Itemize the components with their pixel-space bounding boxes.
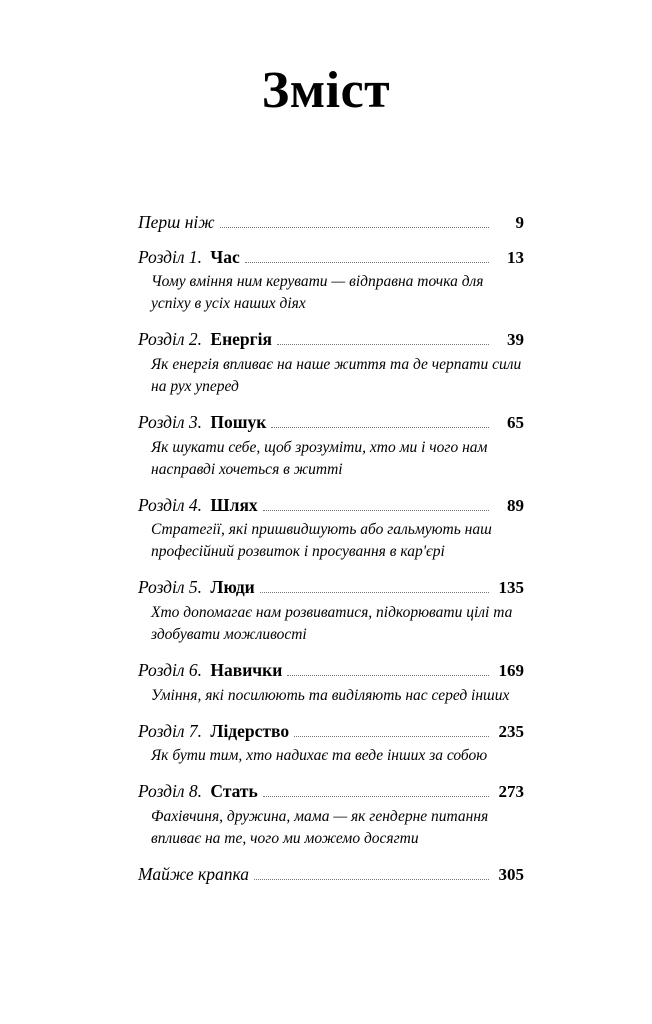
dot-leader: [263, 796, 489, 797]
toc-entry-label: [138, 246, 240, 270]
toc-entry-label: [138, 780, 258, 804]
toc-entry-label: [138, 720, 289, 744]
toc-entry-label: [138, 411, 266, 435]
toc-entry-page: 235: [498, 721, 524, 741]
toc-entry-line: [138, 780, 524, 804]
toc-entry-line: [138, 863, 524, 887]
toc-entry-description: Як енергія впливає на наше життя та де черпати сили на рух уперед: [151, 356, 522, 396]
toc-entry-chapter: Майже крапка: [138, 863, 249, 884]
dot-leader: [220, 227, 489, 228]
toc-entry-description: Стратегії, які пришвидшують або гальмують наш професійний розвиток і просування в кар'єрі: [151, 521, 492, 561]
toc-entry-name: Час: [210, 246, 240, 267]
toc-entry-line: [138, 211, 524, 235]
toc-entry-label: [138, 863, 249, 887]
toc-entry-name: Стать: [210, 781, 258, 802]
toc-entry[interactable]: [138, 411, 524, 481]
toc-entry-line: [138, 494, 524, 518]
toc-entry-page: 65: [507, 413, 524, 433]
toc-entry[interactable]: [138, 576, 524, 646]
toc-entry-description: Чому вміння ним керувати — відправна точка для успіху в усіх наших діях: [151, 273, 484, 313]
toc-entry-page: 273: [498, 782, 524, 802]
toc-entry-chapter: Перш ніж: [138, 212, 215, 233]
toc-entry-name: Пошук: [210, 412, 267, 433]
toc-entry-description: Фахівчиня, дружина, мама — як гендерне питання впливає на те, чого ми можемо досягти: [151, 807, 489, 847]
dot-leader: [271, 427, 489, 428]
toc-entry-chapter: Розділ 3.: [138, 412, 203, 433]
dot-leader: [294, 736, 489, 737]
toc-entry[interactable]: [138, 211, 524, 235]
dot-leader: [263, 510, 489, 511]
toc-entry-chapter: Розділ 2.: [138, 329, 203, 350]
toc-entry-description: Як бути тим, хто надихає та веде інших за собою: [151, 747, 488, 765]
toc-entry-line: [138, 411, 524, 435]
toc-entry-name: Люди: [210, 577, 255, 598]
toc-entry-name: Лідерство: [210, 720, 290, 741]
toc-entry-line: [138, 659, 524, 683]
toc-entry-page: 89: [507, 495, 524, 515]
toc-entry-label: [138, 328, 272, 352]
toc-entry-description: Уміння, які посилюють та виділяють нас серед інших: [151, 686, 510, 704]
toc-entry-page: 13: [507, 247, 524, 267]
toc-entry[interactable]: [138, 494, 524, 564]
toc-entry-chapter: Розділ 8.: [138, 781, 203, 802]
toc-entry-label: [138, 576, 255, 600]
toc-entry-name: Шлях: [210, 494, 258, 515]
toc-entry-page: 169: [498, 660, 524, 680]
dot-leader: [245, 262, 489, 263]
toc-entry-chapter: Розділ 5.: [138, 577, 203, 598]
toc-entry-page: 39: [507, 330, 524, 350]
toc-entry-line: [138, 246, 524, 270]
toc-entry-label: [138, 494, 258, 518]
toc-entry-name: Енергія: [210, 329, 272, 350]
toc-entry-page: 9: [515, 213, 524, 233]
toc-entry-label: [138, 211, 215, 235]
toc-entry-page: 135: [498, 578, 524, 598]
dot-leader: [287, 675, 489, 676]
toc-entry-chapter: Розділ 4.: [138, 494, 203, 515]
toc-list: [0, 211, 652, 886]
dot-leader: [254, 879, 489, 880]
dot-leader: [260, 592, 489, 593]
toc-entry-line: [138, 720, 524, 744]
toc-entry[interactable]: [138, 720, 524, 768]
toc-entry[interactable]: [138, 863, 524, 887]
dot-leader: [277, 344, 489, 345]
toc-entry[interactable]: [138, 246, 524, 316]
toc-entry[interactable]: [138, 780, 524, 850]
page-title: Зміст: [261, 62, 391, 119]
toc-entry-name: Навички: [210, 659, 283, 680]
toc-entry[interactable]: [138, 659, 524, 707]
toc-entry-line: [138, 576, 524, 600]
section-spacer: [138, 235, 524, 246]
toc-entry-line: [138, 328, 524, 352]
toc-entry-page: 305: [498, 864, 524, 884]
toc-entry-chapter: Розділ 7.: [138, 720, 203, 741]
toc-entry-chapter: Розділ 1.: [138, 246, 203, 267]
toc-entry-chapter: Розділ 6.: [138, 659, 203, 680]
toc-entry-label: [138, 659, 282, 683]
toc-entry-description: Як шукати себе, щоб зрозуміти, хто ми і чого нам насправді хочеться в житті: [151, 438, 488, 478]
toc-entry-description: Хто допомагає нам розвиватися, підкорювати цілі та здобувати можливості: [151, 603, 513, 643]
toc-entry[interactable]: [138, 328, 524, 398]
